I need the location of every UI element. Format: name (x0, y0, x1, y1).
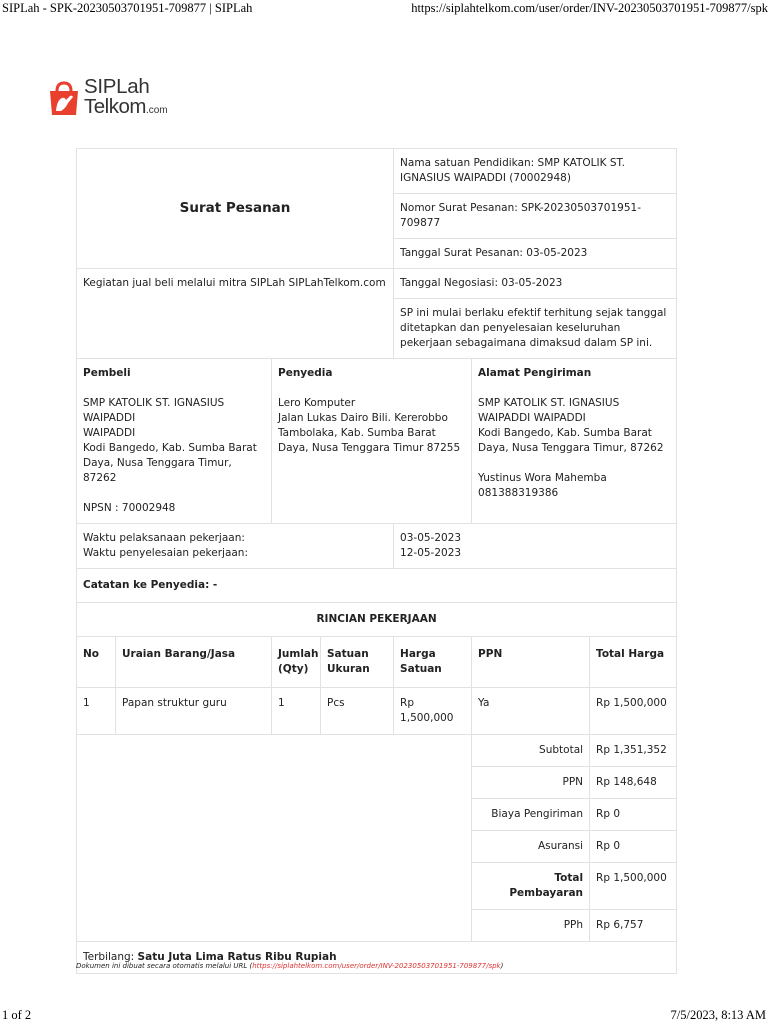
alamat-pengiriman-block (472, 359, 677, 524)
pengiriman-address: Kodi Bangedo, Kab. Sumba Barat Daya, Nusa Tenggara Timur, 87262 (478, 427, 664, 454)
catatan-penyedia: Catatan ke Penyedia: - (77, 569, 677, 603)
item-satuan: Pcs (321, 688, 394, 735)
waktu-pelaksanaan-label: Waktu pelaksanaan pekerjaan: (83, 532, 245, 544)
pph-value: Rp 6,757 (590, 910, 677, 942)
logo-text-telkom (84, 96, 168, 122)
penyedia-heading: Penyedia (278, 367, 333, 379)
siplah-telkom-logo (47, 75, 187, 122)
pengiriman-contact: Yustinus Wora Mahemba (478, 472, 607, 484)
nomor-surat-pesanan: Nomor Surat Pesanan: SPK-20230503701951-709877 (394, 194, 677, 239)
ppn-label: PPN (472, 767, 590, 799)
waktu-penyelesaian-date: 12-05-2023 (400, 547, 462, 559)
waktu-pelaksanaan-date: 03-05-2023 (400, 532, 462, 544)
waktu-dates (394, 524, 677, 569)
footer-note-close: ) (500, 962, 504, 970)
item-ppn: Ya (472, 688, 590, 735)
kegiatan-text: Kegiatan jual beli melalui mitra SIPLah SIPLahTelkom.com (77, 269, 394, 359)
col-satuan: Satuan Ukuran (321, 637, 394, 688)
item-uraian: Papan struktur guru (116, 688, 272, 735)
total-pembayaran-label: Total Pembayaran (472, 863, 590, 910)
logo-text-telkom-word: Telkom (84, 95, 146, 118)
pembeli-heading: Pembeli (83, 367, 131, 379)
satuan-pendidikan: Nama satuan Pendidikan: SMP KATOLIK ST. IGNASIUS WAIPADDI (70002948) (394, 149, 677, 194)
penyedia-block (272, 359, 472, 524)
col-uraian: Uraian Barang/Jasa (116, 637, 272, 688)
tanggal-negosiasi: Tanggal Negosiasi: 03-05-2023 (394, 269, 677, 299)
pengiriman-name: SMP KATOLIK ST. IGNASIUS WAIPADDI WAIPADDI (478, 397, 620, 424)
pembeli-address: Kodi Bangedo, Kab. Sumba Barat Daya, Nusa Tenggara Timur, 87262 (83, 442, 257, 484)
col-no: No (77, 637, 116, 688)
print-page-number: 1 of 2 (2, 1008, 32, 1022)
asuransi-value: Rp 0 (590, 831, 677, 863)
waktu-penyelesaian-label: Waktu penyelesaian pekerjaan: (83, 547, 249, 559)
col-total: Total Harga (590, 637, 677, 688)
item-jumlah: 1 (272, 688, 321, 735)
terbilang-value: Satu Juta Lima Ratus Ribu Rupiah (137, 951, 337, 963)
print-datetime: 7/5/2023, 8:13 AM (670, 1008, 766, 1022)
summary-spacer (77, 735, 472, 942)
col-jumlah: Jumlah (Qty) (272, 637, 321, 688)
print-footer (0, 1008, 768, 1024)
pembeli-block (77, 359, 272, 524)
col-harga: Harga Satuan (394, 637, 472, 688)
surat-pesanan-table (76, 148, 677, 974)
pembeli-npsn: NPSN : 70002948 (83, 502, 176, 514)
items-header-row (77, 637, 677, 688)
penyedia-address: Jalan Lukas Dairo Bili. Kererobbo Tambolaka, Kab. Sumba Barat Daya, Nusa Tenggara Timur 87255 (278, 412, 461, 454)
tanggal-surat-pesanan: Tanggal Surat Pesanan: 03-05-2023 (394, 239, 677, 269)
alamat-pengiriman-heading: Alamat Pengiriman (478, 367, 592, 379)
item-no: 1 (77, 688, 116, 735)
subtotal-label: Subtotal (472, 735, 590, 767)
penyedia-name: Lero Komputer (278, 397, 356, 409)
footer-note-link[interactable]: https://siplahtelkom.com/user/order/INV-20230503701951-709877/spk (252, 962, 501, 970)
col-ppn: PPN (472, 637, 590, 688)
subtotal-value: Rp 1,351,352 (590, 735, 677, 767)
waktu-labels (77, 524, 394, 569)
logo-text-com: .com (145, 105, 168, 116)
pengiriman-phone: 081388319386 (478, 487, 559, 499)
print-header (0, 0, 768, 20)
footer-note-text: Dokumen ini dibuat secara otomatis melalui URL ( (76, 962, 253, 970)
print-page-title: SIPLah - SPK-20230503701951-709877 | SIPLah (2, 1, 253, 15)
pph-label: PPh (472, 910, 590, 942)
ppn-value: Rp 148,648 (590, 767, 677, 799)
asuransi-label: Asuransi (472, 831, 590, 863)
pembeli-name-2: WAIPADDI (83, 427, 136, 439)
item-harga: Rp 1,500,000 (394, 688, 472, 735)
pengiriman-label: Biaya Pengiriman (472, 799, 590, 831)
total-pembayaran-value: Rp 1,500,000 (590, 863, 677, 910)
logo-text-siplah: SIPLah (84, 75, 150, 98)
item-total: Rp 1,500,000 (590, 688, 677, 735)
terbilang-label: Terbilang: (83, 951, 135, 963)
pembeli-name: SMP KATOLIK ST. IGNASIUS WAIPADDI (83, 397, 225, 424)
document-title: Surat Pesanan (77, 149, 394, 269)
rincian-heading: RINCIAN PEKERJAAN (77, 603, 677, 637)
table-row (77, 688, 677, 735)
shopping-bag-icon (47, 81, 81, 117)
footer-note (76, 962, 503, 970)
efektif-note: SP ini mulai berlaku efektif terhitung sejak tanggal ditetapkan dan penyelesaian keseluruhan pekerjaan sebagaimana dimaksud dalam SP ini. (394, 299, 677, 359)
print-url: https://siplahtelkom.com/user/order/INV-20230503701951-709877/spk (411, 1, 768, 15)
pengiriman-value: Rp 0 (590, 799, 677, 831)
